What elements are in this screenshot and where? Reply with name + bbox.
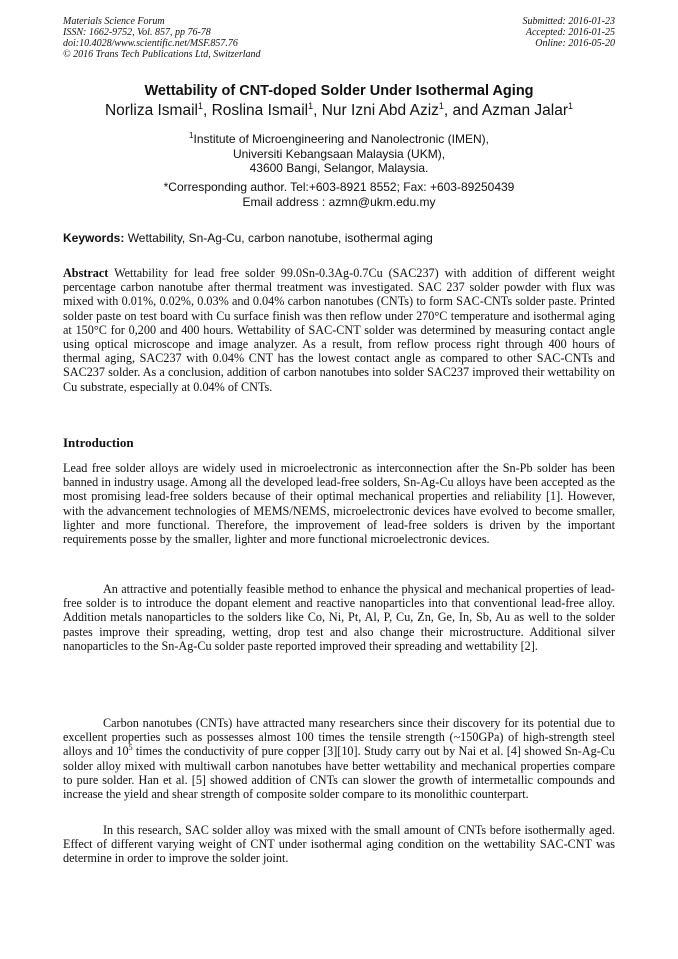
author-separator: , xyxy=(202,102,212,120)
author-affil-sup: 1 xyxy=(568,101,574,111)
keywords xyxy=(63,231,638,245)
author-affil-sup: 1 xyxy=(197,101,203,111)
section-heading: Introduction xyxy=(63,435,134,450)
exponent: 5 xyxy=(128,743,133,753)
affiliation xyxy=(63,129,615,176)
paragraph: Lead free solder alloys are widely used in microelectronic as interconnection after the Sn-Pb solder has been banned in industry usage. Among all the developed lead-free solders, Sn-Ag-Cu alloys have been accepted as the most promising lead-free solders because of their optimal mechanical properties and reliability [1]. However, with the advancement technologies of MEMS/NEMS, microelectronic devices have evolved to become smaller, lighter and more functional. Therefore, the improvement of lead-free solders is driven by the important requirements posse by the smaller, lighter and more functional microelectronic devices. xyxy=(63,461,615,547)
dates-header xyxy=(523,16,616,49)
affiliation-line: Universiti Kebangsaan Malaysia (UKM), xyxy=(232,146,446,161)
date-accepted: Accepted: 2016-01-25 xyxy=(525,27,615,38)
journal-issn: ISSN: 1662-9752, Vol. 857, pp 76-78 xyxy=(63,27,211,38)
author-list xyxy=(40,101,638,120)
affiliation-line: 43600 Bangi, Selangor, Malaysia. xyxy=(249,161,429,175)
author-name: Norliza Ismail xyxy=(104,102,198,120)
abstract-label: Abstract xyxy=(63,266,109,280)
date-submitted: Submitted: 2016-01-23 xyxy=(522,16,615,27)
paragraph: An attractive and potentially feasible method to enhance the physical and mechanical properties of lead-free solder is to introduce the dopant element and reactive nanoparticles into that conventional lead-free alloy. Addition metals nanoparticles to the solders like Co, Ni, Pt, Al, P, Cu, Zn, Ge, In, Sb, Au as well to the solder pastes improve their spreading, wetting, drop test and also change their microstructure. Additional silver nanoparticles to the Sn-Ag-Cu solder paste reported improved their spreading and wettability [2]. xyxy=(63,582,615,653)
paragraph xyxy=(63,716,615,801)
paper-title: Wettability of CNT-doped Solder Under Isothermal Aging xyxy=(144,83,534,99)
email-address: Email address : azmn@ukm.edu.my xyxy=(242,194,436,209)
author-affil-sup: 1 xyxy=(438,101,444,111)
journal-name: Materials Science Forum xyxy=(63,16,165,27)
affiliation-line: Institute of Microengineering and Nanolectronic (IMEN), xyxy=(193,132,489,146)
author-separator: , xyxy=(313,102,322,120)
abstract xyxy=(63,266,615,394)
contact-info xyxy=(63,180,615,209)
author-name: Azman Jalar xyxy=(481,102,569,120)
paragraph-text: Carbon nanotubes (CNTs) have attracted many researchers since their discovery for its potential due to excellent properties such as possesses almost 100 times the tensile strength (~150GPa) of high-strength steel alloys and 10 xyxy=(63,716,615,759)
journal-header xyxy=(63,16,261,60)
author-name: Nur Izni Abd Aziz xyxy=(321,102,439,120)
paragraph-text: times the conductivity of pure copper [3][10]. Study carry out by Nai et al. [4] showed Sn-Ag-Cu solder alloy mixed with multiwall carbon nanotubes have better wettability and mechanical properties compare to pure solder. Han et al. [5] showed addition of CNTs can slower the growth of intermetallic compounds and increase the yield and shear strength of composite solder compare to its monolithic counterpart. xyxy=(63,744,615,802)
journal-copyright: © 2016 Trans Tech Publications Ltd, Switzerland xyxy=(63,49,261,60)
abstract-text: Wettability for lead free solder 99.0Sn-0.3Ag-0.7Cu (SAC237) with addition of different weight percentage carbon nanotube after thermal treatment was investigated. SAC 237 solder powder with flux was mixed with 0.01%, 0.02%, 0.03% and 0.04% carbon nanotubes (CNTs) to form SAC-CNTs solder paste. Printed solder paste on test board with Cu surface finish was then reflow under 270°C temperature and isothermal aging at 150°C for 0,200 and 400 hours. Wettability of SAC-CNT solder was determined by measuring contact angle using optical microscope and image analyzer. As a result, from reflow process right through 400 hours of thermal aging, SAC237 with 0.04% CNT has the lowest contact angle as compared to other SAC-CNTs and SAC237 solder. As a conclusion, addition of carbon nanotubes into solder SAC237 improved their wettability on Cu substrate, especially at 0.04% of CNTs. xyxy=(63,266,615,394)
corresponding-author: *Corresponding author. Tel:+603-8921 8552; Fax: +603-89250439 xyxy=(163,180,515,194)
keywords-text: Wettability, Sn-Ag-Cu, carbon nanotube, isothermal aging xyxy=(124,231,433,245)
author-name: Roslina Ismail xyxy=(211,102,309,120)
author-separator: , and xyxy=(443,102,482,120)
date-online: Online: 2016-05-20 xyxy=(535,38,615,49)
affiliation-sup: 1 xyxy=(189,131,194,140)
paragraph: In this research, SAC solder alloy was mixed with the small amount of CNTs before isothermally aged. Effect of different varying weight of CNT under isothermal aging condition on the wettability SAC-CNT was determine in order to improve the solder joint. xyxy=(63,823,615,866)
journal-doi: doi:10.4028/www.scientific.net/MSF.857.76 xyxy=(63,38,238,49)
keywords-label: Keywords: xyxy=(63,231,125,245)
author-affil-sup: 1 xyxy=(308,101,314,111)
